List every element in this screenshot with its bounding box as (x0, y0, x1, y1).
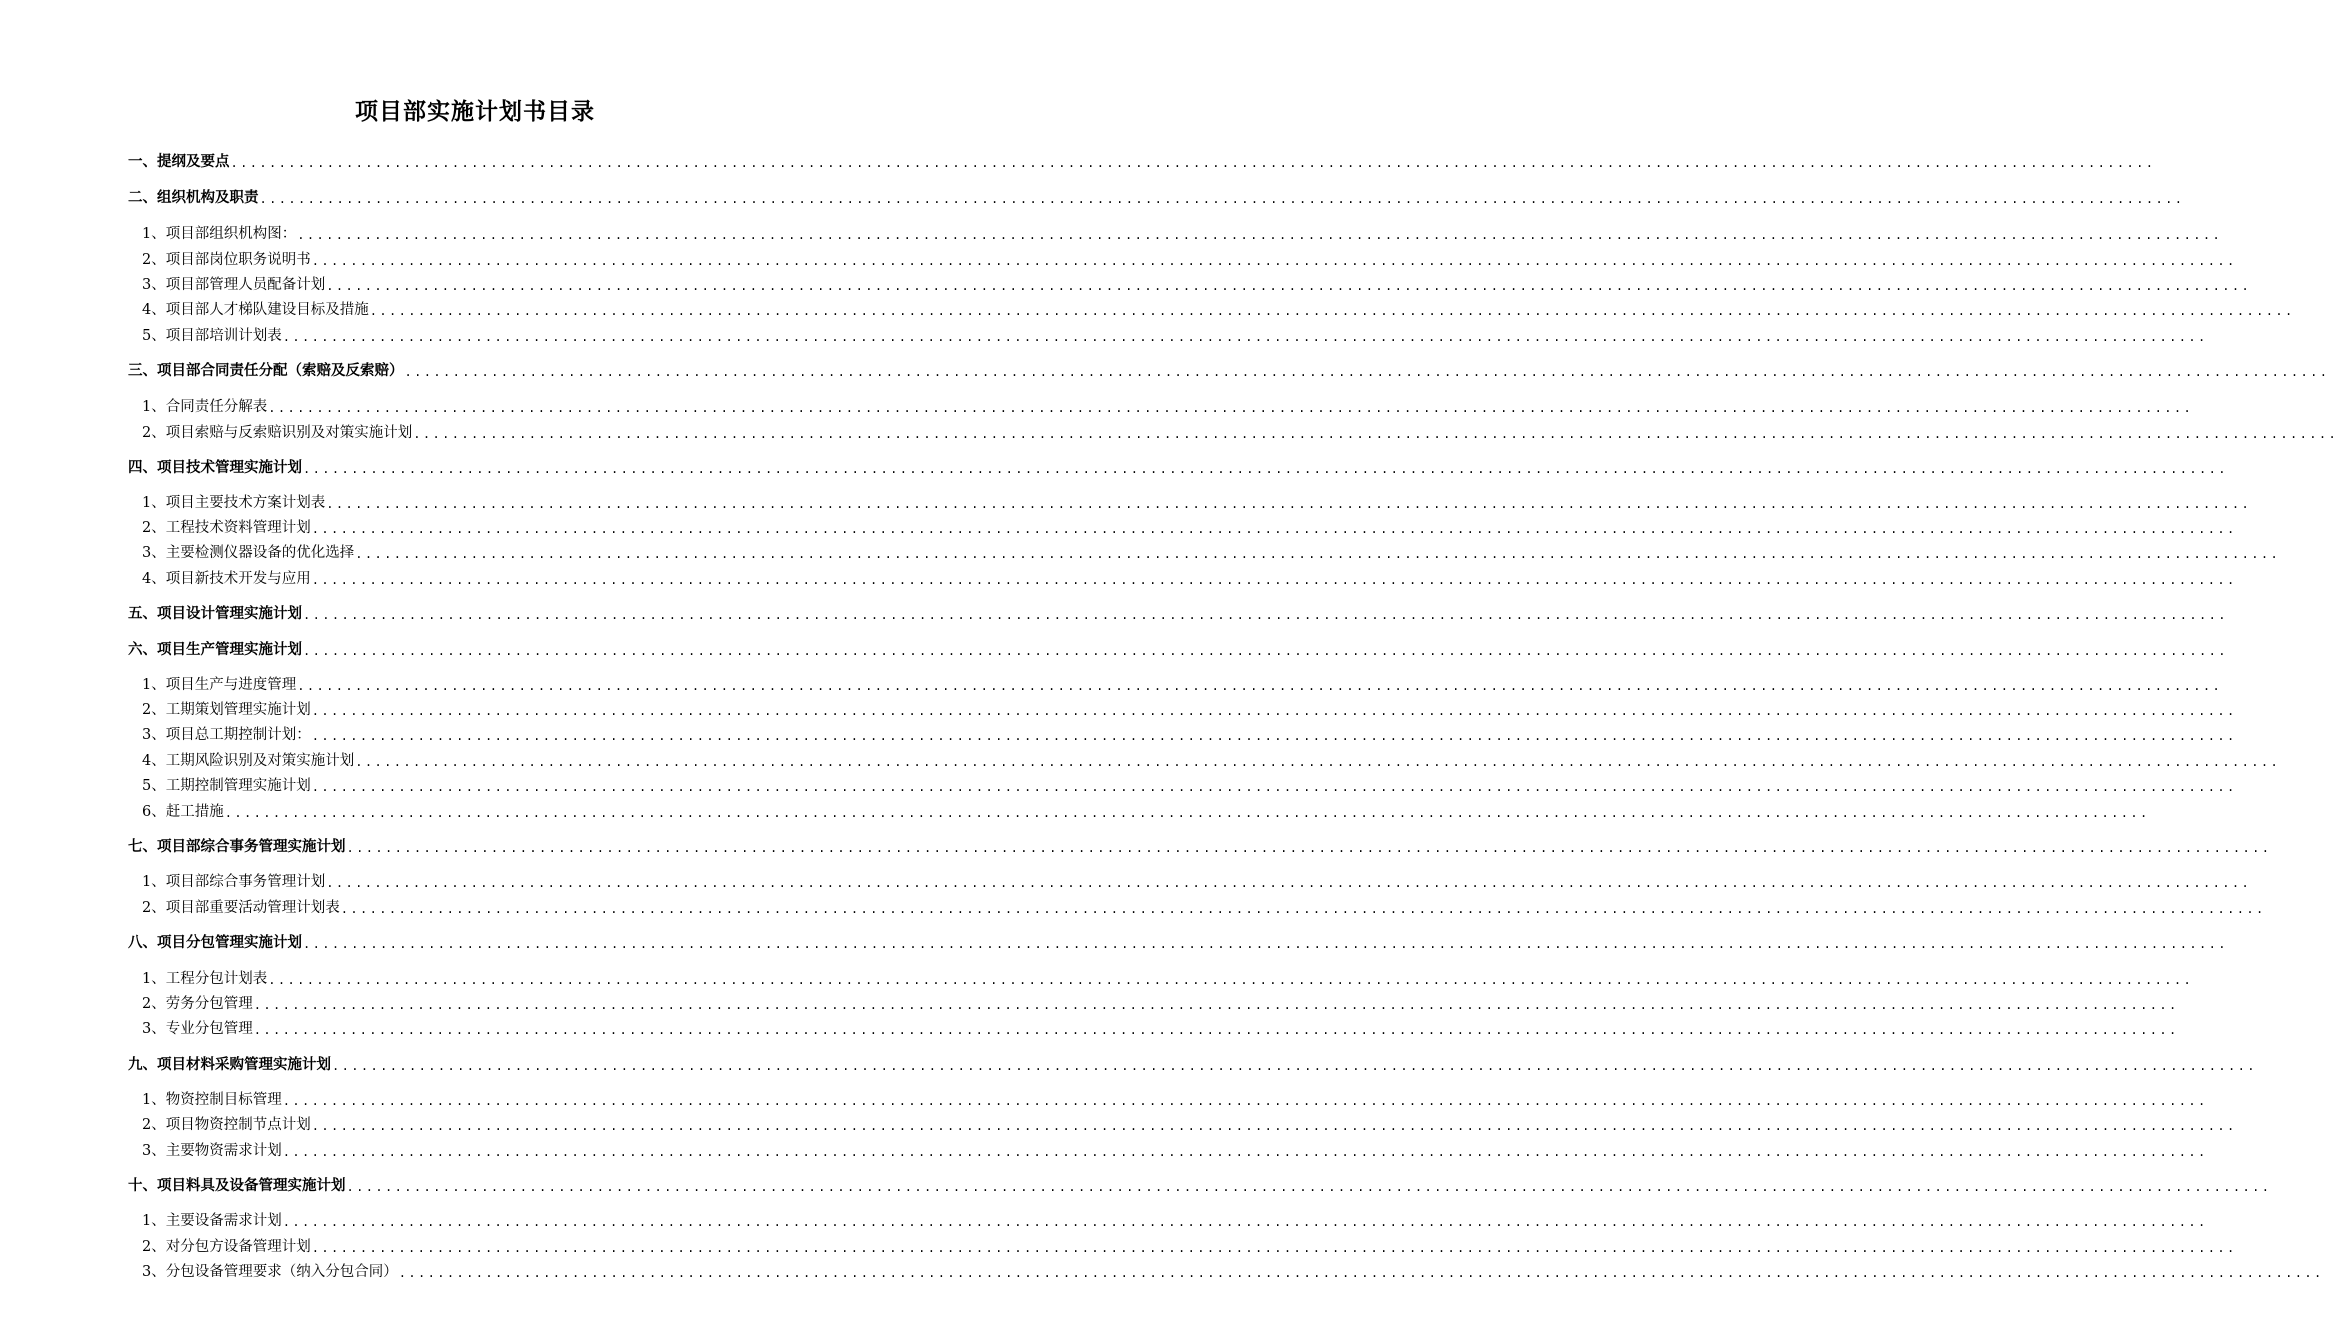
toc-entry-text: 2、项目部岗位职务说明书 (142, 252, 311, 268)
toc-section-heading (128, 1174, 2272, 1196)
toc-subsection-item (142, 1139, 2208, 1161)
toc-section-heading (128, 456, 2228, 478)
toc-entry-text: 4、项目新技术开发与应用 (142, 571, 311, 587)
toc-subsection-item (142, 723, 2237, 745)
toc-entry-text: 一、提纲及要点 (128, 154, 230, 170)
toc-entry-text: 九、项目材料采购管理实施计划 (128, 1057, 331, 1073)
toc-dot-leader: ........................................................................................................................................................................................................ (311, 704, 2237, 718)
toc-section-heading (128, 359, 2330, 381)
toc-subsection-item (142, 516, 2237, 538)
toc-dot-leader: ........................................................................................................................................................................................................ (346, 841, 2272, 855)
toc-subsection-item (142, 324, 2208, 346)
toc-subsection-item (142, 1235, 2237, 1257)
toc-entry-text: 三、项目部合同责任分配（索赔及反索赔） (128, 363, 404, 379)
toc-dot-leader: ........................................................................................................................................................................................................ (268, 973, 2194, 987)
toc-entry-text: 1、项目主要技术方案计划表 (142, 495, 326, 511)
toc-entry-text: 2、项目物资控制节点计划 (142, 1117, 311, 1133)
toc-entry-text: 2、对分包方设备管理计划 (142, 1239, 311, 1255)
toc-subsection-item (142, 395, 2194, 417)
toc-section-heading (128, 1053, 2257, 1075)
toc-entry-text: 八、项目分包管理实施计划 (128, 935, 302, 951)
toc-subsection-item (142, 749, 2281, 771)
toc-entry-text: 1、物资控制目标管理 (142, 1092, 282, 1108)
toc-dot-leader: ........................................................................................................................................................................................................ (340, 902, 2266, 916)
toc-entry-text: 六、项目生产管理实施计划 (128, 642, 302, 658)
toc-dot-leader: ........................................................................................................................................................................................................ (311, 254, 2237, 268)
toc-dot-leader: ........................................................................................................................................................................................................ (332, 1059, 2257, 1073)
toc-section-heading (128, 186, 2185, 208)
toc-subsection-item (142, 698, 2237, 720)
toc-dot-leader: ........................................................................................................................................................................................................ (413, 427, 2338, 441)
toc-dot-leader: ........................................................................................................................................................................................................ (297, 679, 2223, 693)
toc-entry-text: 5、项目部培训计划表 (142, 328, 282, 344)
toc-entry-text: 3、专业分包管理 (142, 1021, 253, 1037)
toc-subsection-item (142, 541, 2281, 563)
toc-dot-leader: ........................................................................................................................................................................................................ (282, 1215, 2208, 1229)
toc-entry-text: 6、赶工措施 (142, 804, 224, 820)
toc-dot-leader: ........................................................................................................................................................................................................ (282, 1145, 2208, 1159)
toc-section-heading (128, 602, 2228, 624)
toc-subsection-item (142, 870, 2252, 892)
toc-entry-text: 二、组织机构及职责 (128, 190, 259, 206)
toc-subsection-item (142, 967, 2194, 989)
toc-entry-text: 3、主要检测仪器设备的优化选择 (142, 545, 355, 561)
toc-dot-leader: ........................................................................................................................................................................................................ (311, 1119, 2237, 1133)
toc-section-heading (128, 835, 2272, 857)
toc-dot-leader: ........................................................................................................................................................................................................ (303, 608, 2228, 622)
toc-entry-text: 4、工期风险识别及对策实施计划 (142, 753, 355, 769)
toc-dot-leader: ........................................................................................................................................................................................................ (303, 644, 2228, 658)
toc-dot-leader: ........................................................................................................................................................................................................ (346, 1180, 2272, 1194)
toc-subsection-item (142, 248, 2237, 270)
toc-entry-text: 4、项目部人才梯队建设目标及措施 (142, 302, 369, 318)
toc-dot-leader: ........................................................................................................................................................................................................ (398, 1266, 2324, 1280)
toc-dot-leader: ........................................................................................................................................................................................................ (311, 1241, 2237, 1255)
toc-dot-leader: ........................................................................................................................................................................................................ (268, 401, 2194, 415)
toc-subsection-item (142, 1209, 2208, 1231)
toc-entry-text: 5、工期控制管理实施计划 (142, 778, 311, 794)
toc-subsection-item (142, 1260, 2324, 1282)
toc-entry-text: 1、项目部组织机构图： (142, 226, 297, 242)
toc-subsection-item (142, 896, 2266, 918)
toc-section-heading (128, 638, 2228, 660)
toc-entry-text: 1、项目部综合事务管理计划 (142, 874, 326, 890)
toc-subsection-item (142, 800, 2150, 822)
toc-subsection-item (142, 1017, 2179, 1039)
toc-entry-text: 2、项目部重要活动管理计划表 (142, 900, 340, 916)
toc-subsection-item (142, 273, 2252, 295)
toc-subsection-item (142, 567, 2237, 589)
toc-entry-text: 3、主要物资需求计划 (142, 1143, 282, 1159)
toc-subsection-item (142, 1088, 2208, 1110)
toc-entry-text: 2、劳务分包管理 (142, 996, 253, 1012)
toc-dot-leader: ........................................................................................................................................................................................................ (282, 330, 2208, 344)
toc-subsection-item (142, 222, 2223, 244)
toc-section-heading (128, 150, 2156, 172)
toc-dot-leader: ........................................................................................................................................................................................................ (311, 573, 2237, 587)
toc-dot-leader: ........................................................................................................................................................................................................ (311, 780, 2237, 794)
toc-dot-leader: ........................................................................................................................................................................................................ (404, 365, 2330, 379)
toc-entry-text: 十、项目料具及设备管理实施计划 (128, 1178, 346, 1194)
toc-entry-text: 四、项目技术管理实施计划 (128, 460, 302, 476)
toc-dot-leader: ........................................................................................................................................................................................................ (311, 522, 2237, 536)
toc-section-heading (128, 931, 2228, 953)
toc-entry-text: 3、项目总工期控制计划： (142, 727, 311, 743)
toc-entry-text: 2、工期策划管理实施计划 (142, 702, 311, 718)
toc-dot-leader: ........................................................................................................................................................................................................ (253, 1023, 2179, 1037)
page-title: 项目部实施计划书目录 (355, 99, 595, 125)
toc-entry-text: 2、项目索赔与反索赔识别及对策实施计划 (142, 425, 413, 441)
toc-entry-text: 五、项目设计管理实施计划 (128, 606, 302, 622)
toc-subsection-item (142, 298, 2295, 320)
toc-dot-leader: ........................................................................................................................................................................................................ (253, 998, 2179, 1012)
toc-dot-leader: ........................................................................................................................................................................................................ (355, 547, 2281, 561)
toc-dot-leader: ........................................................................................................................................................................................................ (326, 279, 2252, 293)
toc-subsection-item (142, 491, 2252, 513)
toc-entry-text: 2、工程技术资料管理计划 (142, 520, 311, 536)
toc-entry-text: 3、分包设备管理要求（纳入分包合同） (142, 1264, 398, 1280)
toc-dot-leader: ........................................................................................................................................................................................................ (230, 156, 2156, 170)
toc-dot-leader: ........................................................................................................................................................................................................ (259, 192, 2185, 206)
toc-entry-text: 1、合同责任分解表 (142, 399, 268, 415)
toc-entry-text: 1、工程分包计划表 (142, 971, 268, 987)
toc-dot-leader: ........................................................................................................................................................................................................ (224, 806, 2150, 820)
toc-dot-leader: ........................................................................................................................................................................................................ (303, 937, 2228, 951)
toc-subsection-item (142, 673, 2223, 695)
toc-subsection-item (142, 992, 2179, 1014)
toc-dot-leader: ........................................................................................................................................................................................................ (355, 755, 2281, 769)
toc-entry-text: 七、项目部综合事务管理实施计划 (128, 839, 346, 855)
toc-dot-leader: ........................................................................................................................................................................................................ (326, 497, 2252, 511)
toc-entry-text: 1、项目生产与进度管理 (142, 677, 297, 693)
toc-dot-leader: ........................................................................................................................................................................................................ (297, 228, 2223, 242)
toc-subsection-item (142, 421, 2338, 443)
toc-entry-text: 1、主要设备需求计划 (142, 1213, 282, 1229)
toc-dot-leader: ........................................................................................................................................................................................................ (369, 304, 2295, 318)
toc-dot-leader: ........................................................................................................................................................................................................ (282, 1094, 2208, 1108)
toc-dot-leader: ........................................................................................................................................................................................................ (326, 876, 2252, 890)
toc-subsection-item (142, 774, 2237, 796)
toc-subsection-item (142, 1113, 2237, 1135)
toc-entry-text: 3、项目部管理人员配备计划 (142, 277, 326, 293)
toc-dot-leader: ........................................................................................................................................................................................................ (311, 729, 2237, 743)
toc-dot-leader: ........................................................................................................................................................................................................ (303, 462, 2228, 476)
